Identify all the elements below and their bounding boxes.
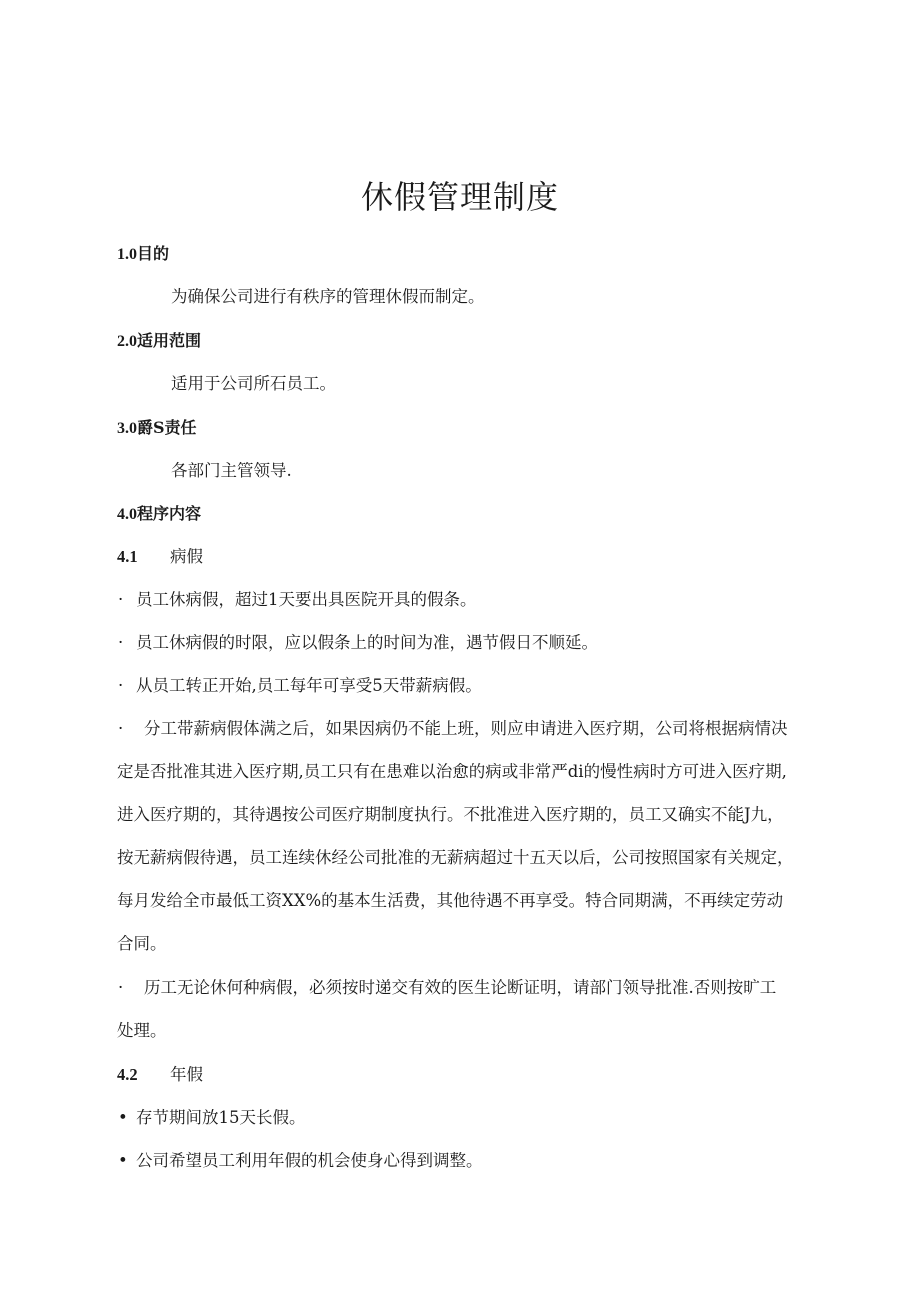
list-item-text: 历工无论休何种病假，必须按时递交有效的医生论断证明，请部门领导批准.否则按旷工 [144,978,777,997]
bullet-icon: · [118,633,124,652]
list-item [118,674,482,698]
section-heading-purpose [117,242,169,267]
list-item-text: 从员工转正开始,员工每年可享受5天带薪病假。 [136,676,482,695]
list-item-text: 公司希望员工利用年假的机会使身心得到调整。 [136,1151,483,1170]
section-heading-text: 程序内容 [137,504,202,523]
paragraph-continuation: 定是否批准其进入医疗期,员工只有在患难以治愈的病或非常严di的慢性病时方可进入医疗期, [117,762,787,781]
subsection-label-annual-leave: 年假 [170,1065,203,1084]
paragraph-continuation: 处理。 [117,1021,167,1040]
section-heading-text: 目的 [137,244,170,263]
paragraph-continuation: 每月发给全市最低工资XX%的基本生活费，其他待遇不再享受。特合同期满，不再续定劳动 [117,891,784,910]
purpose-text: 为确保公司进行有秩序的管理休假而制定。 [171,287,485,306]
subsection-label-sick-leave: 病假 [170,547,203,566]
responsibility-text: 各部门主管领导. [171,461,292,480]
section-heading-procedure [117,502,201,527]
scope-text: 适用于公司所石员工。 [171,374,336,393]
list-item-text: 存节期间放15天长假。 [136,1108,306,1127]
subsection-number-sick-leave: 4.1 [117,547,138,566]
bullet-icon: · [118,676,124,695]
list-item-text: 分工带薪病假体满之后，如果因病仍不能上班，则应申请进入医疗期，公司将根据病情决 [144,719,788,738]
page-title: 休假管理制度 [360,178,559,216]
list-item [118,717,788,741]
section-heading-text: 适用范围 [137,331,202,350]
bullet-icon: · [118,978,124,997]
list-item-text: 员工休病假的时限，应以假条上的时间为准，遇节假日不顺延。 [136,633,598,652]
list-item [118,976,776,1000]
section-heading-scope [117,329,201,354]
section-number: 4.0 [117,506,137,523]
bullet-icon: · [118,590,124,609]
bullet-icon: • [118,1108,128,1127]
bullet-icon: • [118,1151,128,1170]
section-number: 3.0 [117,420,137,437]
list-item-text: 员工休病假，超过1天要出具医院开具的假条。 [136,590,477,609]
section-heading-text: 爵S责任 [137,418,197,437]
subsection-number-annual-leave: 4.2 [117,1065,138,1084]
list-item [118,1149,483,1173]
section-heading-responsibility [117,416,197,441]
list-item [118,631,598,655]
list-item [118,1106,306,1130]
paragraph-continuation: 合同。 [117,934,167,953]
section-number: 2.0 [117,333,137,350]
paragraph-continuation: 按无薪病假待遇，员工连续休经公司批准的无薪病超过十五天以后，公司按照国家有关规定， [117,848,794,867]
section-number: 1.0 [117,246,137,263]
paragraph-continuation: 进入医疗期的，其待遇按公司医疗期制度执行。不批准进入医疗期的，员工又确实不能J九， [117,805,784,824]
list-item [118,588,477,612]
bullet-icon: · [118,719,124,738]
